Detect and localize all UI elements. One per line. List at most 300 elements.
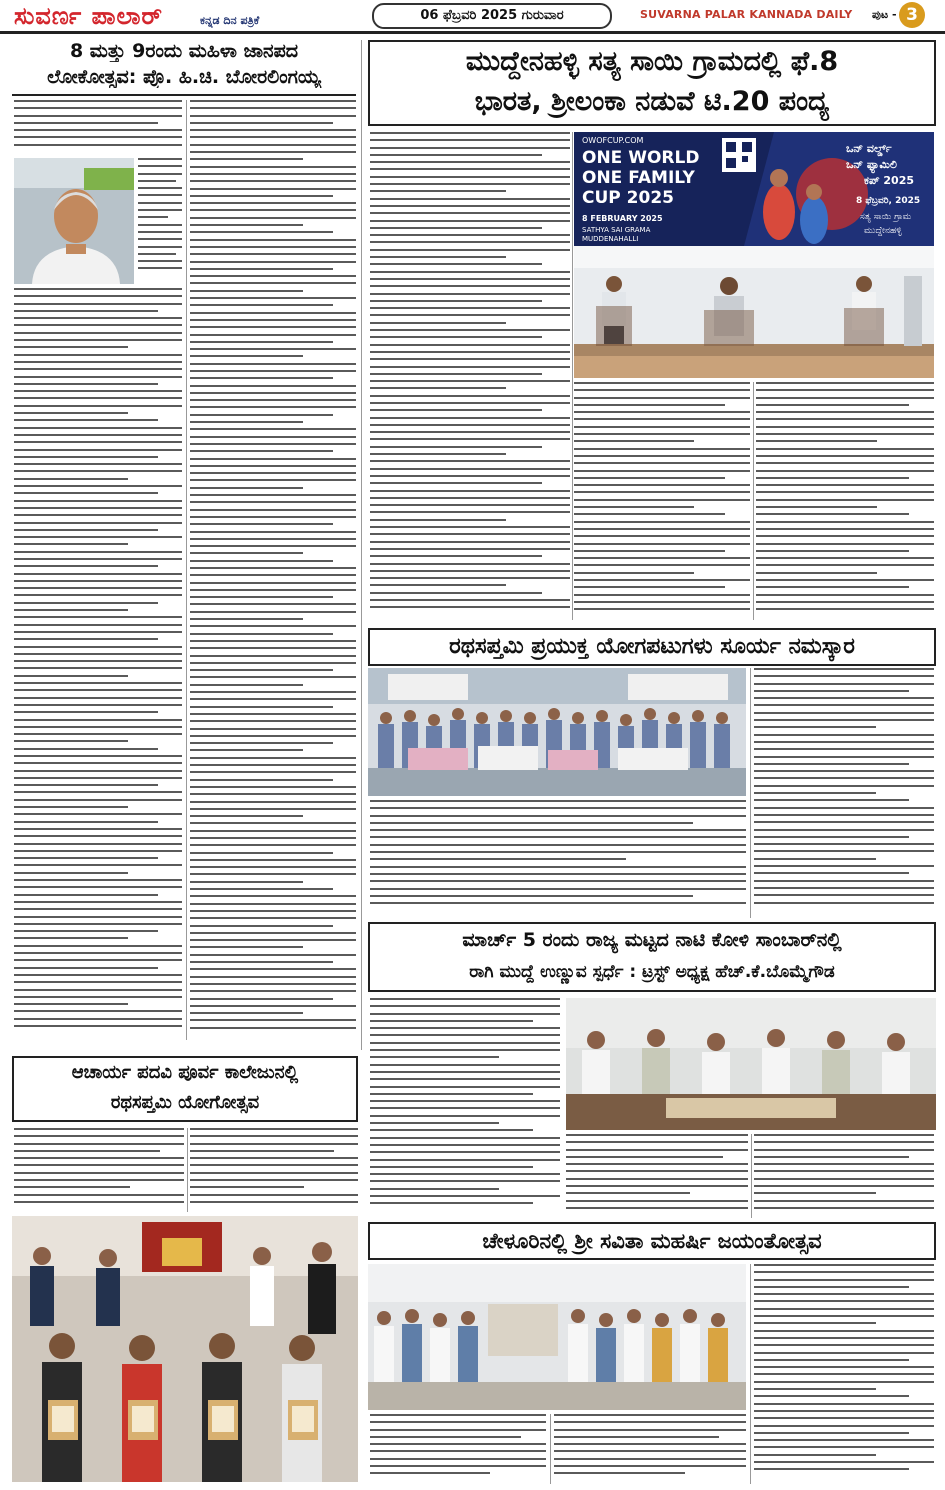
text-line [190, 968, 356, 970]
text-line [190, 406, 356, 408]
text-line [370, 234, 570, 236]
text-line [566, 1178, 748, 1180]
text-line [370, 1180, 560, 1182]
text-line [574, 586, 725, 588]
text-line [756, 535, 934, 537]
text-line [190, 202, 356, 204]
text-line [370, 836, 746, 838]
text-line [14, 777, 182, 779]
text-line [574, 543, 750, 545]
text-line [14, 551, 182, 553]
text-line [14, 463, 182, 465]
text-line [554, 1458, 746, 1460]
text-line [574, 484, 750, 486]
text-line [756, 550, 909, 552]
text-line [190, 1019, 356, 1021]
text-line [756, 418, 934, 420]
text-line [370, 241, 570, 243]
text-line [574, 535, 750, 537]
text-line [14, 492, 158, 494]
text-line [190, 552, 303, 554]
text-line [190, 801, 356, 803]
text-line [370, 1129, 533, 1131]
text-line [14, 872, 128, 874]
text-line [756, 382, 934, 384]
text-line [14, 500, 182, 502]
text-line [14, 514, 182, 516]
text-line [370, 263, 542, 265]
text-line [190, 633, 333, 635]
text-line [574, 433, 750, 435]
poster-venue-2: MUDDENAHALLI [582, 235, 639, 243]
text-line [754, 1315, 934, 1317]
text-line [190, 888, 333, 890]
text-line [138, 202, 182, 204]
text-line [754, 1461, 934, 1463]
text-line [754, 1200, 934, 1202]
cricket-headline-1: ಮುದ್ದೇನಹಳ್ಳಿ ಸತ್ಯ ಸಾಯಿ ಗ್ರಾಮದಲ್ಲಿ ಫೆ.8 [368, 40, 936, 84]
text-line [190, 917, 356, 919]
text-line [14, 354, 182, 356]
text-line [754, 697, 934, 699]
text-line [190, 954, 356, 956]
text-line [370, 511, 570, 513]
text-line [190, 684, 303, 686]
text-line [370, 1159, 560, 1161]
text-line [190, 304, 333, 306]
text-line [370, 822, 693, 824]
text-line [190, 866, 356, 868]
text-line [370, 468, 570, 470]
text-line [370, 1443, 546, 1445]
text-line [14, 981, 182, 983]
text-line [370, 844, 746, 846]
cup-poster [574, 132, 934, 246]
text-line [370, 592, 542, 594]
text-line [754, 887, 934, 889]
text-line [370, 293, 570, 295]
poster-venue-1: SATHYA SAI GRAMA [582, 226, 651, 234]
text-line [14, 733, 182, 735]
text-line [190, 1164, 358, 1166]
text-line [554, 1436, 719, 1438]
text-line [14, 704, 182, 706]
text-line [370, 139, 570, 141]
text-line [190, 830, 356, 832]
text-line [190, 640, 356, 642]
text-line [14, 996, 182, 998]
text-line [370, 1436, 521, 1438]
poster-date: 8 FEBRUARY 2025 [582, 214, 663, 223]
text-line [754, 763, 909, 765]
text-line [370, 344, 570, 346]
yoga-group-photo [368, 668, 746, 796]
text-line [370, 1122, 499, 1124]
text-line [370, 490, 570, 492]
text-line [190, 224, 303, 226]
text-line [190, 676, 356, 678]
text-line [14, 894, 158, 896]
text-line [14, 850, 182, 852]
text-line [754, 683, 934, 685]
text-line [554, 1414, 746, 1416]
text-line [14, 616, 182, 618]
text-line [190, 188, 356, 190]
text-line [14, 660, 182, 662]
text-line [370, 526, 570, 528]
text-line [190, 808, 356, 810]
text-line [190, 939, 356, 941]
yoga-divider [750, 668, 751, 918]
text-line [756, 572, 877, 574]
text-line [138, 180, 176, 182]
text-line [754, 1366, 934, 1368]
text-line [14, 821, 158, 823]
poster-site: OWOFCUP.COM [582, 136, 644, 145]
text-line [14, 828, 182, 830]
text-line [138, 216, 168, 218]
text-line [14, 1003, 128, 1005]
text-line [190, 414, 333, 416]
text-line [370, 1027, 560, 1029]
text-line [190, 611, 356, 613]
text-line [190, 523, 333, 525]
text-line [14, 631, 182, 633]
text-line [370, 866, 746, 868]
text-line [370, 475, 570, 477]
text-line [370, 1086, 560, 1088]
text-line [190, 195, 333, 197]
text-line [14, 697, 182, 699]
ragi-headline-2: ರಾಗಿ ಮುದ್ದೆ ಉಣ್ಣುವ ಸ್ಪರ್ಧೆ : ಟ್ರಸ್ಟ್ ಅಧ್ಯಕ್ಷ ಹೆಚ್.ಕೆ.ಬೊಮ್ಮೆಗೌಡ [368, 956, 936, 992]
text-line [190, 1143, 358, 1145]
text-line [14, 427, 182, 429]
text-line [14, 916, 182, 918]
text-line [190, 275, 356, 277]
text-line [370, 815, 746, 817]
text-line [370, 1173, 560, 1175]
text-line [14, 478, 128, 480]
text-line [370, 1188, 499, 1190]
text-line [190, 910, 356, 912]
text-line [370, 998, 560, 1000]
text-line [370, 424, 570, 426]
text-line [14, 952, 182, 954]
text-line [190, 100, 356, 102]
text-line [370, 322, 506, 324]
text-line [370, 212, 570, 214]
text-line [190, 728, 356, 730]
text-line [14, 339, 182, 341]
text-line [14, 930, 158, 932]
text-line [370, 1100, 560, 1102]
text-line [190, 355, 303, 357]
text-line [190, 881, 303, 883]
text-line [14, 390, 182, 392]
text-line [190, 122, 333, 124]
text-line [754, 1264, 934, 1266]
poster-kn-date: 8 ಫೆಬ್ರವರಿ, 2025 [856, 196, 921, 206]
english-name: SUVARNA PALAR KANNADA DAILY [640, 8, 853, 21]
text-line [138, 246, 182, 248]
text-line [190, 253, 356, 255]
text-line [14, 770, 182, 772]
text-line [190, 873, 356, 875]
text-line [370, 800, 746, 802]
text-line [754, 1178, 934, 1180]
text-line [370, 895, 693, 897]
text-line [754, 792, 876, 794]
text-line [14, 675, 128, 677]
text-line [14, 806, 128, 808]
text-line [754, 894, 934, 896]
text-line [190, 494, 356, 496]
text-line [14, 974, 182, 976]
text-line [14, 908, 182, 910]
text-line [190, 472, 356, 474]
text-line [370, 1042, 560, 1044]
text-line [370, 1020, 533, 1022]
text-line [14, 1179, 184, 1181]
text-line [370, 548, 570, 550]
savitha-column-2 [554, 1414, 746, 1484]
text-line [190, 173, 356, 175]
text-line [190, 582, 356, 584]
text-line [14, 864, 182, 866]
folk-column-1 [14, 100, 182, 158]
text-line [756, 397, 934, 399]
text-line [190, 282, 356, 284]
text-line [14, 813, 182, 815]
text-line [370, 1429, 546, 1431]
text-line [190, 596, 333, 598]
text-line [574, 601, 750, 603]
text-line [370, 1013, 560, 1015]
text-line [190, 574, 356, 576]
text-line [574, 506, 694, 508]
text-line [190, 479, 356, 481]
text-line [14, 784, 158, 786]
text-line [14, 412, 128, 414]
text-line [370, 417, 570, 419]
text-line [370, 1450, 546, 1452]
text-line [370, 336, 542, 338]
text-line [14, 1157, 184, 1159]
text-line [754, 858, 876, 860]
text-line [190, 742, 333, 744]
text-line [370, 1472, 490, 1474]
text-line [190, 669, 333, 671]
text-line [370, 1071, 560, 1073]
text-line [138, 165, 182, 167]
text-line [370, 599, 570, 601]
text-line [190, 370, 356, 372]
text-line [190, 516, 356, 518]
text-line [554, 1472, 685, 1474]
text-line [370, 533, 570, 535]
text-line [370, 373, 542, 375]
text-line [754, 1170, 934, 1172]
text-line [14, 711, 158, 713]
text-line [754, 1271, 934, 1273]
cricket-column-1 [370, 132, 570, 620]
text-line [138, 238, 182, 240]
text-line [14, 901, 182, 903]
text-line [14, 843, 182, 845]
text-line [14, 1143, 184, 1145]
text-line [190, 655, 356, 657]
text-line [574, 470, 750, 472]
cricket-divider-1 [572, 132, 573, 620]
text-line [190, 771, 356, 773]
text-line [14, 638, 158, 640]
ragi-press-photo [566, 998, 936, 1130]
folk-column-1c [14, 288, 182, 1040]
poster-title-2: ONE FAMILY [582, 168, 695, 188]
savitha-column-3 [754, 1264, 934, 1484]
poster-kn-venue-1: ಸತ್ಯ ಸಾಯಿ ಗ್ರಾಮ [860, 212, 912, 222]
text-line [370, 563, 570, 565]
text-line [190, 217, 356, 219]
text-line [754, 675, 934, 677]
text-line [14, 646, 182, 648]
text-line [370, 497, 570, 499]
text-line [190, 421, 303, 423]
text-line [190, 1194, 358, 1196]
text-line [754, 1207, 934, 1209]
folk-column-2 [190, 100, 356, 1040]
text-line [14, 1186, 130, 1188]
text-line [370, 453, 506, 455]
text-line [554, 1465, 746, 1467]
text-line [190, 691, 356, 693]
text-line [754, 814, 934, 816]
text-line [554, 1421, 746, 1423]
portrait-photo [14, 158, 134, 284]
text-line [566, 1134, 748, 1136]
text-line [754, 785, 934, 787]
text-line [190, 319, 356, 321]
text-line [14, 522, 182, 524]
text-line [554, 1429, 746, 1431]
text-line [756, 579, 934, 581]
cricket-headline-2: ಭಾರತ, ಶ್ರೀಲಂಕಾ ನಡುವೆ ಟಿ.20 ಪಂದ್ಯ [368, 82, 936, 126]
text-line [754, 836, 909, 838]
text-line [14, 609, 128, 611]
text-line [370, 1034, 560, 1036]
text-line [14, 507, 182, 509]
text-line [574, 579, 750, 581]
text-line [190, 1150, 334, 1152]
poster-kn-3: ಕಪ್ 2025 [864, 174, 915, 187]
text-line [190, 961, 333, 963]
text-line [754, 1417, 934, 1419]
text-line [756, 543, 934, 545]
yoga-column-1 [370, 800, 746, 914]
text-line [370, 873, 746, 875]
text-line [370, 858, 626, 860]
folk-headline-1: 8 ಮತ್ತು 9ರಂದು ಮಹಿಳಾ ಜಾನಪದ [69, 40, 299, 62]
college-column-1 [14, 1128, 184, 1212]
text-line [574, 521, 750, 523]
text-line [190, 1005, 356, 1007]
text-line [370, 395, 570, 397]
text-line [370, 402, 570, 404]
text-line [190, 1186, 304, 1188]
text-line [370, 1465, 546, 1467]
text-line [756, 462, 934, 464]
text-line [754, 1410, 934, 1412]
text-line [138, 267, 182, 269]
text-line [554, 1450, 746, 1452]
text-line [574, 528, 750, 530]
text-line [574, 594, 750, 596]
text-line [574, 557, 750, 559]
text-line [14, 740, 128, 742]
text-line [190, 698, 356, 700]
masthead [0, 0, 945, 34]
text-line [190, 793, 356, 795]
text-line [14, 573, 182, 575]
text-line [190, 348, 356, 350]
text-line [574, 448, 750, 450]
text-line [370, 285, 570, 287]
poster-title-3: CUP 2025 [582, 188, 674, 208]
text-line [754, 807, 934, 809]
text-line [14, 115, 182, 117]
text-line [190, 786, 356, 788]
text-line [370, 1195, 560, 1197]
text-line [14, 682, 182, 684]
text-line [756, 601, 934, 603]
text-line [190, 757, 356, 759]
tagline: ಕನ್ನಡ ದಿನ ಪತ್ರಿಕೆ [200, 14, 260, 27]
yoga-column-2 [754, 668, 934, 918]
text-line [190, 136, 356, 138]
text-line [14, 945, 182, 947]
text-line [370, 1056, 499, 1058]
yoga-headline: ರಥಸಪ್ತಮಿ ಪ್ರಯುಕ್ತ ಯೋಗಪಟುಗಳು ಸೂರ್ಯ ನಮಸ್ಕಾರ [368, 628, 936, 666]
text-line [14, 441, 182, 443]
text-line [574, 418, 750, 420]
text-line [754, 1373, 934, 1375]
text-line [370, 190, 506, 192]
text-line [754, 770, 934, 772]
text-line [756, 586, 909, 588]
text-line [190, 1012, 303, 1014]
text-line [190, 261, 356, 263]
text-line [370, 227, 542, 229]
text-line [370, 504, 570, 506]
text-line [190, 822, 356, 824]
left-section-divider [361, 40, 362, 1050]
text-line [754, 1359, 909, 1361]
text-line [190, 567, 356, 569]
text-line [14, 1025, 182, 1027]
text-line [14, 303, 182, 305]
text-line [14, 689, 182, 691]
text-line [190, 297, 356, 299]
text-line [754, 712, 934, 714]
text-line [754, 1425, 934, 1427]
text-line [754, 902, 934, 904]
text-line [756, 499, 934, 501]
text-line [370, 249, 570, 251]
text-line [14, 989, 182, 991]
text-line [14, 529, 158, 531]
text-line [756, 455, 934, 457]
text-line [370, 366, 570, 368]
